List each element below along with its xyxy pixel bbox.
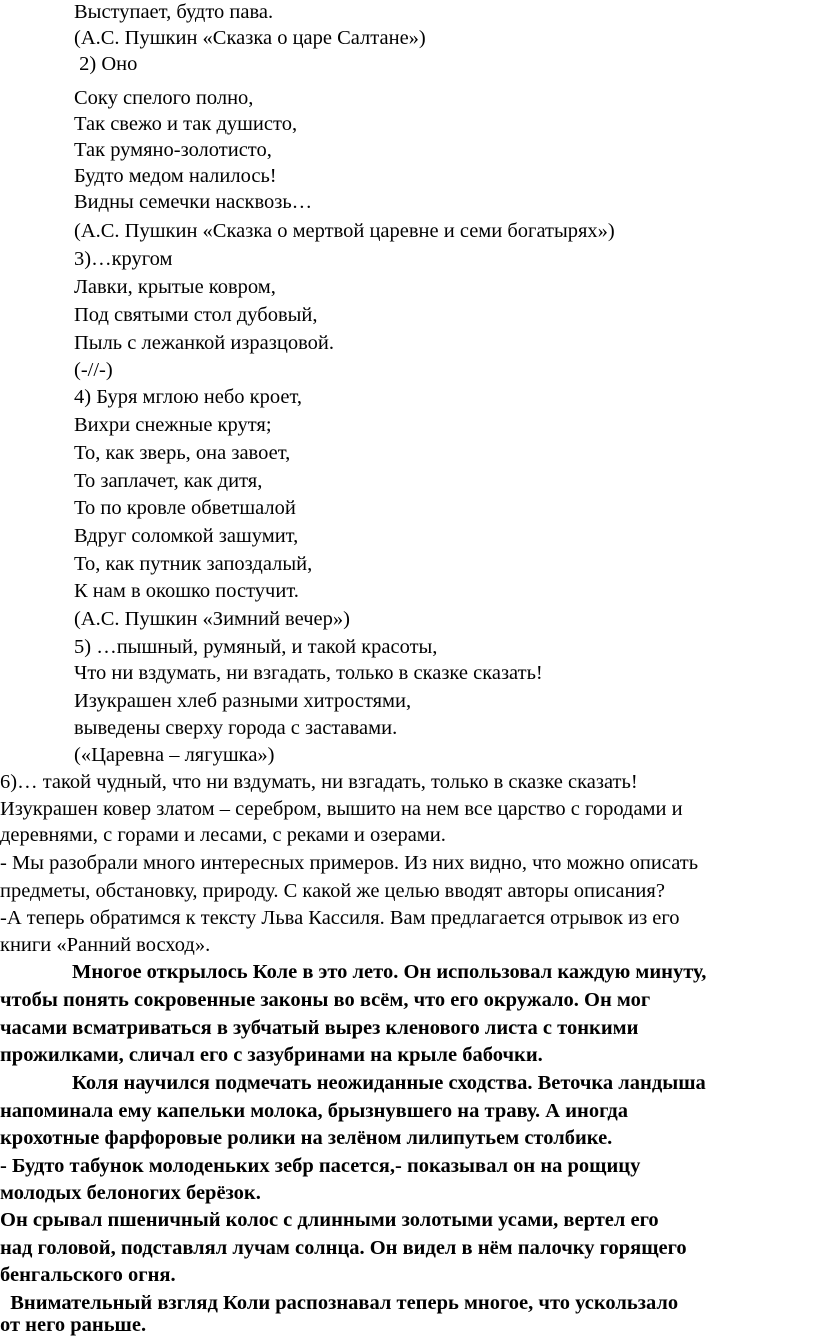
- poem-line: Лавки, крытые ковром,: [74, 276, 276, 298]
- excerpt-line: прожилками, сличал его с зазубринами на крыле бабочки.: [0, 1044, 543, 1066]
- poem-line: (-//-): [74, 359, 113, 381]
- poem-line: Под святыми стол дубовый,: [74, 304, 318, 326]
- excerpt-line: над головой, подставлял лучам солнца. Он видел в нём палочку горящего: [0, 1237, 687, 1259]
- poem-line: («Царевна – лягушка»): [74, 744, 275, 766]
- poem-line: Пыль с лежанкой изразцовой.: [74, 332, 334, 354]
- excerpt-line: молодых белоногих берёзок.: [0, 1182, 261, 1204]
- excerpt-line: Внимательный взгляд Коли распознавал теперь многое, что ускользало: [0, 1292, 679, 1314]
- excerpt-line: Коля научился подмечать неожиданные сходства. Веточка ландыша: [72, 1072, 706, 1094]
- poem-line: Соку спелого полно,: [74, 87, 254, 109]
- poem-line: выведены сверху города с заставами.: [74, 717, 398, 739]
- poem-line: Выступает, будто пава.: [74, 1, 274, 23]
- poem-line: Изукрашен хлеб разными хитростями,: [74, 690, 412, 712]
- excerpt-line: от него раньше.: [0, 1314, 147, 1336]
- poem-line: 2) Оно: [74, 53, 138, 75]
- poem-line: 5) …пышный, румяный, и такой красоты,: [74, 636, 438, 658]
- poem-line: (А.С. Пушкин «Сказка о мертвой царевне и семи богатырях»): [74, 220, 615, 242]
- poem-line: То заплачет, как дитя,: [74, 470, 263, 492]
- poem-line: К нам в окошко постучит.: [74, 580, 299, 602]
- poem-line: Видны семечки насквозь…: [74, 191, 313, 213]
- poem-line: То по кровле обветшалой: [74, 497, 296, 519]
- prose-line: Изукрашен ковер златом – серебром, вышито на нем все царство с городами и: [0, 798, 683, 820]
- prose-line: -А теперь обратимся к тексту Льва Кассиля. Вам предлагается отрывок из его: [0, 907, 680, 929]
- excerpt-line: Он срывал пшеничный колос с длинными золотыми усами, вертел его: [0, 1209, 659, 1231]
- excerpt-line: крохотные фарфоровые ролики на зелёном лилипутьем столбике.: [0, 1127, 613, 1149]
- poem-line: (А.С. Пушкин «Сказка о царе Салтане»): [74, 27, 426, 49]
- excerpt-line: часами всматриваться в зубчатый вырез кленового листа с тонкими: [0, 1017, 639, 1039]
- excerpt-line: бенгальского огня.: [0, 1264, 176, 1286]
- prose-line: предметы, обстановку, природу. С какой же целью вводят авторы описания?: [0, 880, 665, 902]
- poem-line: Будто медом налилось!: [74, 165, 277, 187]
- poem-line: То, как путник запоздалый,: [74, 553, 313, 575]
- poem-line: Так румяно-золотисто,: [74, 139, 272, 161]
- poem-line: 4) Буря мглою небо кроет,: [74, 386, 303, 408]
- poem-line: То, как зверь, она завоет,: [74, 442, 291, 464]
- excerpt-line: чтобы понять сокровенные законы во всём, что его окружало. Он мог: [0, 989, 651, 1011]
- poem-line: (А.С. Пушкин «Зимний вечер»): [74, 608, 350, 630]
- excerpt-line: - Будто табунок молоденьких зебр пасется,- показывал он на рощицу: [0, 1155, 641, 1177]
- prose-line: - Мы разобрали много интересных примеров. Из них видно, что можно описать: [0, 852, 699, 874]
- prose-line: деревнями, с горами и лесами, с реками и озерами.: [0, 824, 446, 846]
- poem-line: Вихри снежные крутя;: [74, 414, 272, 436]
- poem-line: 3)…кругом: [74, 248, 173, 270]
- prose-line: книги «Ранний восход».: [0, 934, 211, 956]
- poem-line: Что ни вздумать, ни взгадать, только в сказке сказать!: [74, 662, 543, 684]
- poem-line: Вдруг соломкой зашумит,: [74, 525, 299, 547]
- poem-line: Так свежо и так душисто,: [74, 113, 298, 135]
- prose-line: 6)… такой чудный, что ни вздумать, ни взгадать, только в сказке сказать!: [0, 771, 638, 793]
- excerpt-line: напоминала ему капельки молока, брызнувшего на траву. А иногда: [0, 1100, 628, 1122]
- excerpt-line: Многое открылось Коле в это лето. Он использовал каждую минуту,: [72, 961, 707, 983]
